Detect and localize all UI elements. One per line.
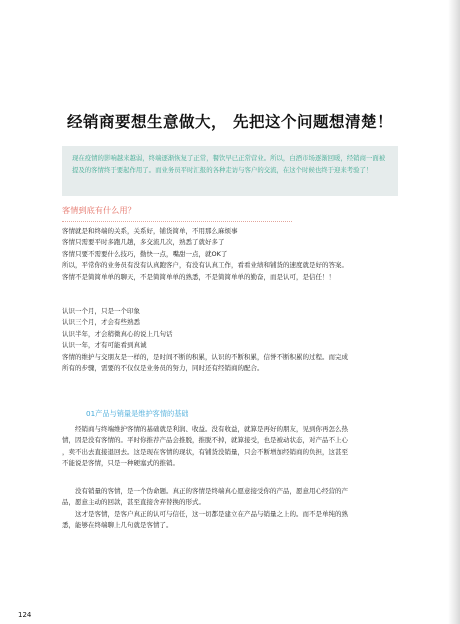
section-heading-text: 客情到底有什么用？ [62, 205, 136, 215]
text-line: 客情只需要平时多跑几趟，多交流几次，熟悉了就好多了 [62, 238, 225, 247]
sub-heading: 01产品与销量是维护客情的基础 [86, 409, 189, 418]
text-line: 所有的步骤，需要的不仅仅是业务员的努力，同时还有经销商的配合。 [62, 364, 264, 373]
section-heading [62, 205, 292, 222]
text-line: 客情就是和终端的关系，关系好，铺货简单，不用那么麻烦事 [62, 227, 238, 235]
text-block-2 [62, 306, 396, 374]
text-line: 这才是客情，是客户真正的认可与信任，这一切都是建立在产品与销量之上的。而不是单纯的熟 [75, 509, 348, 518]
text-line: 认识一年，才有可能看到真诚 [62, 341, 147, 350]
text-line: 悉，能够在终端聊上几句就是客情了。 [62, 521, 173, 530]
article-title: 经销商要想生意做大， 先把这个问题想清楚！ [67, 113, 393, 131]
text-line: ，卖不出去直接退回去。这是现在客情的现状，有铺货没销量，只会不断增加经销商的负担，这甚至 [62, 447, 348, 456]
text-line: 客情的维护与交朋友是一样的，是时间不断的积累，认识的不断积累，信誉不断积累的过程。而完成 [62, 352, 348, 361]
paragraph-1 [62, 424, 396, 470]
text-line: 客情不是简简单单的聊天，不是简简单单的熟悉，不是简简单单的勤奋，而是认可，是信任！！ [62, 272, 335, 281]
text-line: 认识三个月，才会有些熟悉 [62, 318, 140, 327]
paragraph-2 [62, 486, 396, 532]
page-edge-shadow [448, 0, 460, 624]
text-line: 客情只要不需要什么技巧，勤快一点，嘴甜一点，就OK了 [62, 249, 228, 258]
text-line: 所以，平常你的业务员有没有认真跑客户，有没有认真工作，看看业绩和铺货的速度就是好的答案。 [62, 261, 348, 270]
text-line: 不能说是客情，只是一种硬塞式的推销。 [62, 459, 179, 468]
intro-box: 现在疫情的影响越来越弱，终端逐渐恢复了正常，餐饮早已正常营业。所以，白酒市场逐渐回暖，经销商一面被提及的客情终于要起作用了。而业务员平时汇报的各种走访与客户的交流，在这个时候也终于迎来考验了！ [62, 146, 398, 196]
page-number: 124 [18, 611, 32, 619]
text-line: 没有销量的客情，是一个伪命题。真正的客情是终端真心愿意接受你的产品，愿意用心经营的产 [75, 487, 348, 495]
text-line: 认识一个月，只是一个印象 [62, 307, 140, 315]
text-line: 品，愿意主动的回款，甚至直接舍弃替换的形式。 [62, 498, 205, 507]
text-line: 认识半年，才会稍微真心的说上几句话 [62, 329, 173, 338]
section-heading-underline [62, 221, 292, 222]
text-block-1 [62, 226, 396, 283]
text-line: 情，因是没有客情的。平时你推荐产品会推脱，推脱不掉，就算接受，也是被动状态，对产品不上心 [62, 436, 348, 445]
text-line: 经销商与终端维护客情的基础就是利润、收益。没有收益，就算是再好的朋友，见到你再怎么热 [75, 425, 348, 433]
